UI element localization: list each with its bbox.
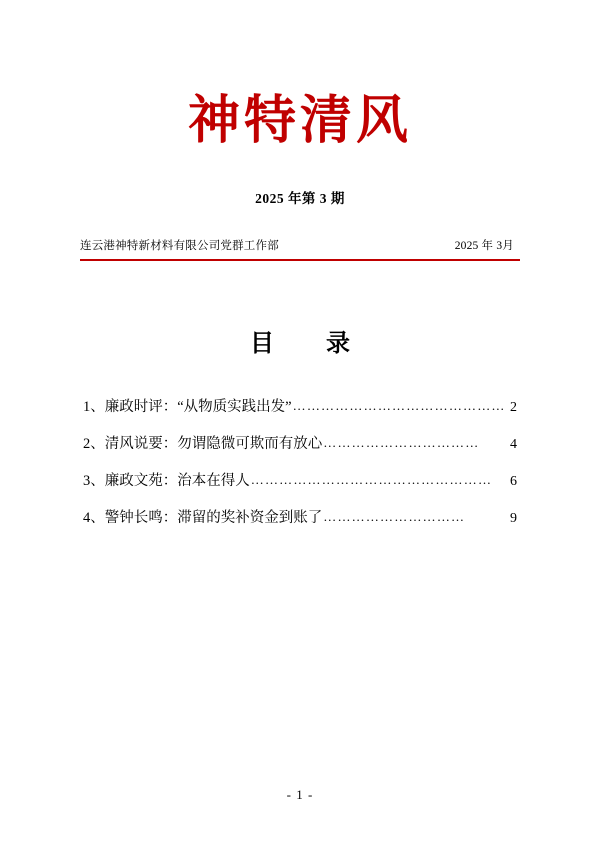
toc-entry-label: 4、警钟长鸣：滞留的奖补资金到账了 xyxy=(83,509,323,526)
toc-leader-dots: ……………………………………… xyxy=(292,398,506,414)
list-item[interactable] xyxy=(83,509,517,529)
toc-leader-dots: …………………………………………… xyxy=(250,471,493,487)
masthead-title: 神特清风 xyxy=(187,90,412,151)
toc-leader-dots: …………………………… xyxy=(323,435,480,451)
list-item[interactable] xyxy=(83,472,517,492)
page-number: - 1 - xyxy=(286,787,314,802)
toc-entry-label: 3、廉政文苑：治本在得人 xyxy=(83,472,250,489)
toc-entry-page: 6 xyxy=(510,473,517,489)
toc-entry-label: 2、清风说要：勿谓隐微可欺而有放心 xyxy=(83,436,323,453)
toc-entry-page: 4 xyxy=(510,437,517,453)
table-of-contents xyxy=(80,398,520,529)
table-of-contents-heading: 目 录 xyxy=(250,328,364,358)
toc-entry-label: 1、廉政时评：“从物质实践出发” xyxy=(83,399,292,416)
publication-date: 2025 年 3月 xyxy=(454,240,514,253)
publisher-row xyxy=(80,237,520,253)
department-name: 连云港神特新材料有限公司党群工作部 xyxy=(80,240,279,253)
list-item[interactable] xyxy=(83,398,517,418)
list-item[interactable] xyxy=(83,435,517,455)
accent-divider xyxy=(80,259,520,261)
toc-leader-dots: ………………………… xyxy=(323,508,466,524)
toc-entry-page: 9 xyxy=(510,510,517,526)
toc-entry-page: 2 xyxy=(510,400,517,416)
issue-number: 2025 年第 3 期 xyxy=(255,191,345,207)
